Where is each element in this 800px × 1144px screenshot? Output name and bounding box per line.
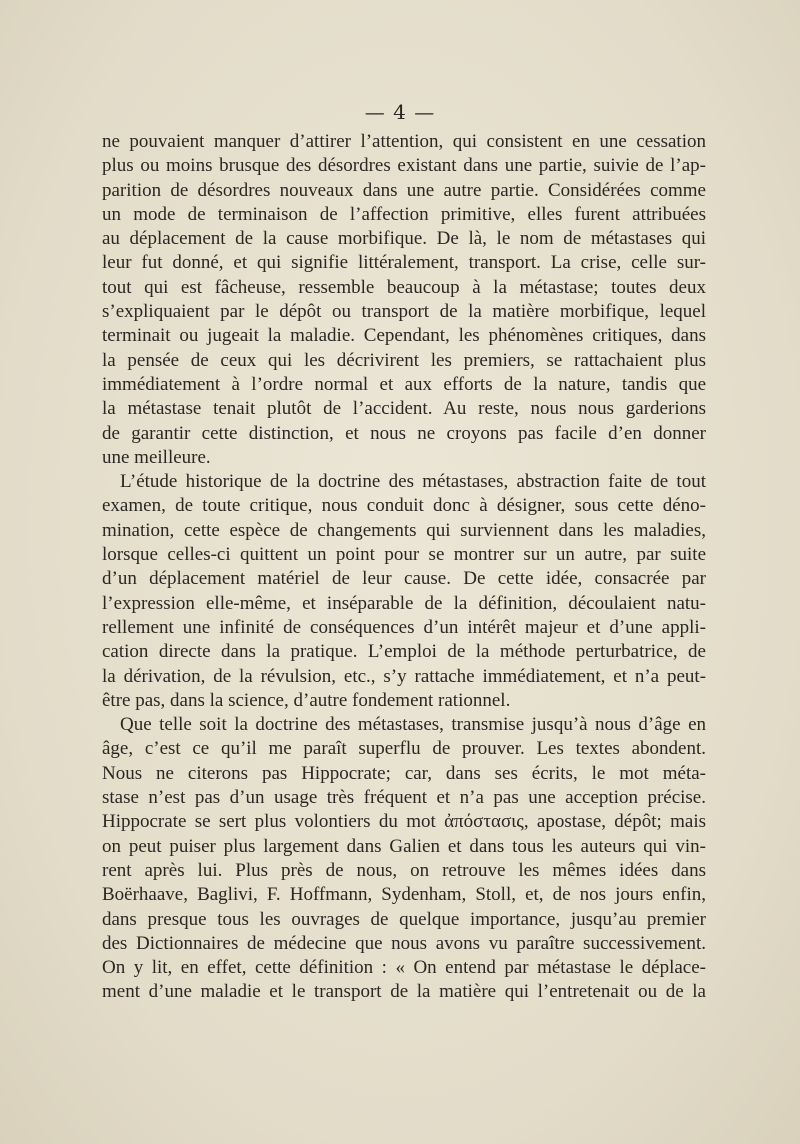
text-line: la pensée de ceux qui les décrivirent les premiers, se rattachaient plus <box>102 349 706 371</box>
text-line: Hippocrate se sert plus volontiers du mot ἀπόστασις, apostase, dépôt; mais <box>102 811 706 833</box>
text-line: on peut puiser plus largement dans Galien et dans tous les auteurs qui vin- <box>102 835 706 857</box>
text-line: un mode de terminaison de l’affection primitive, elles furent attribuées <box>102 203 706 225</box>
text-line: Nous ne citerons pas Hippocrate; car, dans ses écrits, le mot méta- <box>102 762 706 784</box>
text-line: leur fut donné, et qui signifie littéralement, transport. La crise, celle sur- <box>102 252 706 274</box>
text-line: terminait ou jugeait la maladie. Cependant, les phénomènes critiques, dans <box>102 325 706 347</box>
text-line: âge, c’est ce qu’il me paraît superflu de prouver. Les textes abondent. <box>102 738 706 760</box>
text-line: dans presque tous les ouvrages de quelque importance, jusqu’au premier <box>102 908 706 930</box>
text-line: rellement une infinité de conséquences d’un intérêt majeur et d’une appli- <box>102 616 706 638</box>
body-text <box>102 130 706 1005</box>
text-line: immédiatement à l’ordre normal et aux efforts de la nature, tandis que <box>102 373 706 395</box>
text-line: rent après lui. Plus près de nous, on retrouve les mêmes idées dans <box>102 859 706 881</box>
text-line: s’expliquaient par le dépôt ou transport de la matière morbifique, lequel <box>102 301 706 323</box>
text-line: examen, de toute critique, nous conduit donc à désigner, sous cette déno- <box>102 495 706 517</box>
text-line: Boërhaave, Baglivi, F. Hoffmann, Sydenham, Stoll, et, de nos jours enfin, <box>102 884 706 906</box>
text-line: de garantir cette distinction, et nous ne croyons pas facile d’en donner <box>102 422 706 444</box>
text-line: être pas, dans la science, d’autre fondement rationnel. <box>102 689 511 711</box>
text-line: Que telle soit la doctrine des métastases, transmise jusqu’à nous d’âge en <box>120 714 706 736</box>
text-line: ment d’une maladie et le transport de la matière qui l’entretenait ou de la <box>102 981 706 1003</box>
text-line: la métastase tenait plutôt de l’accident. Au reste, nous nous garderions <box>102 398 706 420</box>
text-line: l’expression elle-même, et inséparable de la définition, découlaient natu- <box>102 592 706 614</box>
text-line: au déplacement de la cause morbifique. De là, le nom de métastases qui <box>102 228 706 250</box>
text-line: parition de désordres nouveaux dans une autre partie. Considérées comme <box>102 179 706 201</box>
text-line: la dérivation, de la révulsion, etc., s’y rattache immédiatement, et n’a peut- <box>102 665 706 687</box>
text-line: lorsque celles-ci quittent un point pour se montrer sur un autre, par suite <box>102 544 706 566</box>
text-line: stase n’est pas d’un usage très fréquent et n’a pas une acception précise. <box>102 787 706 809</box>
text-line: tout qui est fâcheuse, ressemble beaucoup à la métastase; toutes deux <box>102 276 706 298</box>
text-line: cation directe dans la pratique. L’emploi de la méthode perturbatrice, de <box>102 641 706 663</box>
page-number: — 4 — <box>364 100 436 124</box>
text-line: d’un déplacement matériel de leur cause. De cette idée, consacrée par <box>102 568 706 590</box>
text-line: plus ou moins brusque des désordres existant dans une partie, suivie de l’ap- <box>102 155 706 177</box>
text-line: des Dictionnaires de médecine que nous avons vu paraître successivement. <box>102 932 706 954</box>
text-line: L’étude historique de la doctrine des métastases, abstraction faite de tout <box>120 471 706 493</box>
text-line: On y lit, en effet, cette définition : « On entend par métastase le déplace- <box>102 957 706 979</box>
text-line: une meilleure. <box>102 446 211 468</box>
text-line: mination, cette espèce de changements qui surviennent dans les maladies, <box>102 519 706 541</box>
text-line: ne pouvaient manquer d’attirer l’attention, qui consistent en une cessation <box>102 131 706 152</box>
